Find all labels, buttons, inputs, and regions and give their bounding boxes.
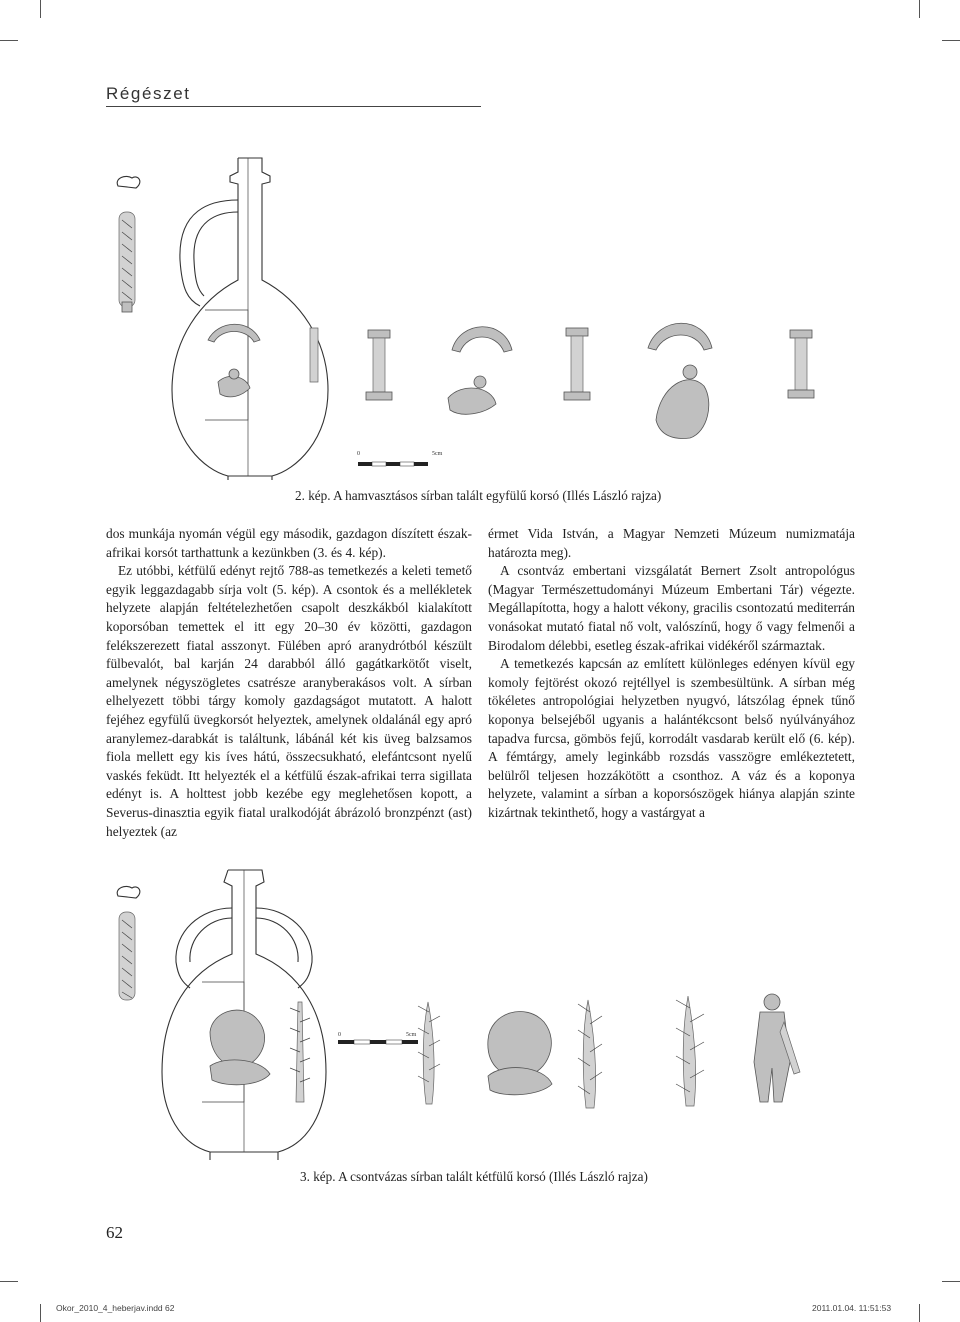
figure-2-drawing <box>100 150 860 480</box>
palm-relief-1 <box>418 1002 440 1104</box>
paragraph: érmet Vida István, a Magyar Nemzeti Múzeum numizmatája határozta meg). <box>488 526 855 560</box>
griffin-relief <box>488 1012 552 1095</box>
wreath-relief-2 <box>648 323 712 350</box>
jug-relief-wreath <box>208 324 260 342</box>
slug-date: 2011.01.04. 11:51:53 <box>812 1303 892 1313</box>
scale-label-start: 0 <box>357 451 360 457</box>
left-column <box>106 525 472 841</box>
section-title: Régészet <box>106 84 481 107</box>
paragraph: Ez utóbbi, kétfülű edényt rejtő 788-as temetkezés a keleti temető egyik leggazdagabb sírja volt (5. kép). A csontok és a mellékletek helyzete alapján feltételezhetően csapolt deszkákból kialakított koporsóban temettek el itt egy 20–30 év közötti, gazdagon felékszerezett fiatal asszonyt. Fülében apró aranydrótból készült fülbevalót, bal karján 24 darabból álló gagátkarkötőt viselt, amelynek négyszögletes csatrésze aranyberakásos volt. A sírban elhelyezett többi tárgy komoly gazdagságot mutatott. A halott fejéhez egyfülű üvegkorsót helyeztek, amelynek oldalánál egy apró aranylemez-darabkát is találtunk, lábánál két kis üveg balzsamos fiola mellett egy kis íves hátú, összecsukható, elefántcsont nyelű vaskés feküdt. Itt helyezték el a kétfülű észak-afrikai terra sigillata edényt is. A holttest jobb kezébe egy meglehetősen kopott, a Severus-dinasztia egyik fiatal uralkodóját ábrázoló bronzpénzt (ast) helyeztek (az <box>106 563 472 839</box>
figure-relief-2 <box>656 365 709 438</box>
handle-fragment <box>119 212 135 312</box>
scale-label-end: 5cm <box>432 451 443 457</box>
crop-mark <box>919 1304 920 1322</box>
figure-2-caption: 2. kép. A hamvasztásos sírban talált egyfülű korsó (Illés László rajza) <box>295 488 662 503</box>
handle-fragment <box>119 912 135 1000</box>
crop-mark <box>942 1281 960 1282</box>
jug-relief-column <box>310 328 318 382</box>
crop-mark <box>942 40 960 41</box>
paragraph: A csontváz embertani vizsgálatát Bernert Zsolt antropológus (Magyar Természettudományi Múzeum Embertani Tár) végezte. Megállapította, hogy a halott vékony, gracilis csontozatú mediterrán vonásokat mutató fiatal nő volt, valószínű, hogy ő vagy felmenői a Birodalom délebbi, esetleg észak-afrikai vidékéről származtak. <box>488 563 855 653</box>
figure-relief-1 <box>448 376 496 414</box>
scale-bar-3 <box>338 1040 418 1044</box>
column-relief-3 <box>788 330 814 398</box>
scale-label-start: 0 <box>338 1032 341 1038</box>
jug-relief-figure <box>218 369 250 397</box>
palm-relief-2 <box>578 1000 602 1108</box>
amphora-relief-palm <box>290 1002 310 1102</box>
column-relief-2 <box>564 328 590 400</box>
slug-file: Okor_2010_4_heberjav.indd 62 <box>56 1303 175 1313</box>
crop-mark <box>0 40 18 41</box>
hercules-relief <box>754 994 800 1102</box>
scale-label-end: 5cm <box>406 1032 417 1038</box>
figure-3-drawing <box>100 862 860 1162</box>
right-column <box>488 525 855 823</box>
jug-outline <box>172 158 328 480</box>
crop-mark <box>0 1281 18 1282</box>
paragraph: A temetkezés kapcsán az említett különleges edényen kívül egy komoly fejtörést okozó rejtéllyel is szembesültünk. A sírban még tökéletes antropológiai helyzetben nyugvó, látszólag épnek tűnő koponya belsejéből ugyanis a halántékcsont belső nyúlványához tapadva furcsa, gömbös fejű, korrodált vasdarab került elő (6. kép). A fémtárgy, amely leginkább rozsdás vasszögre emlékeztetett, belülről teljesen hozzákötött a csonthoz. A váz és a koponya helyzete, valamint a sírban a koporsószögek hiánya alapján szinte kizártnak tekinthető, hogy a vastárgyat a <box>488 656 855 820</box>
scale-bar-2 <box>358 462 428 466</box>
crop-mark <box>40 0 41 18</box>
ring-fragment <box>117 886 140 898</box>
wreath-relief-1 <box>452 327 512 352</box>
crop-mark <box>919 0 920 18</box>
amphora-relief-griffin <box>210 1010 270 1085</box>
page-number: 62 <box>106 1223 123 1242</box>
column-relief-1 <box>366 330 392 400</box>
palm-relief-3 <box>676 996 704 1106</box>
ring-fragment <box>117 176 140 188</box>
paragraph: dos munkája nyomán végül egy második, gazdagon díszített észak-afrikai korsót tarthattunk a kezünkben (3. és 4. kép). <box>106 526 472 560</box>
figure-3-caption: 3. kép. A csontvázas sírban talált kétfülű korsó (Illés László rajza) <box>300 1169 648 1184</box>
crop-mark <box>40 1304 41 1322</box>
